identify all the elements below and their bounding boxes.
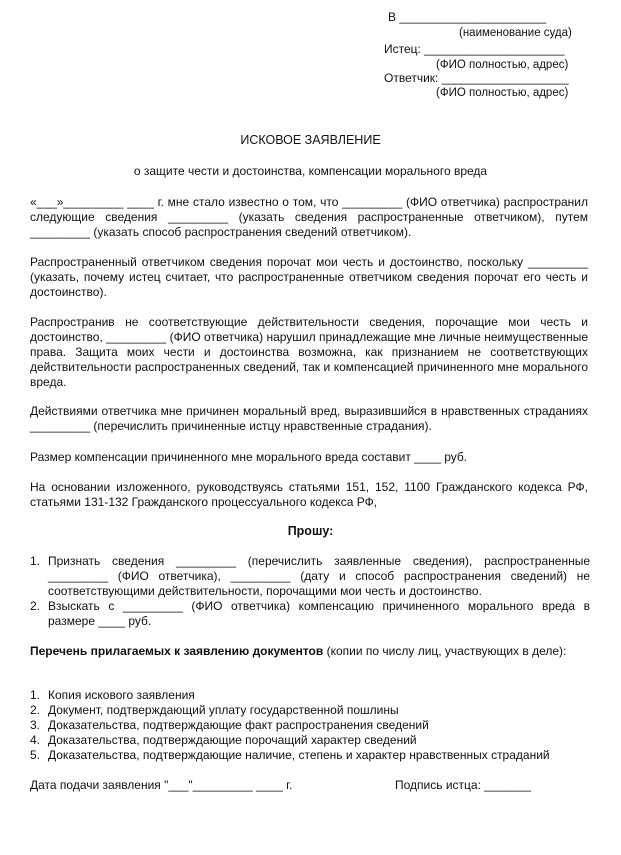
attachment-text: Доказательства, подтверждающие порочащий характер сведений (48, 733, 417, 747)
paragraph-4: Действиями ответчика мне причинен моральный вред, выразившийся в нравственных страданиях _________ (перечислить причиненные истцу нравственные страдания). (30, 404, 588, 433)
signature-line: Подпись истца: _______ (395, 778, 531, 792)
attachment-number: 2. (30, 703, 41, 717)
filing-date: Дата подачи заявления "___"_________ ____ г. (30, 778, 293, 792)
attachment-number: 1. (30, 688, 41, 702)
paragraph-3: Распространив не соответствующие действительности сведения, порочащие мои честь и достоинство, _________ (ФИО ответчика) нарушил принадлежащие мне личные неимущественные права. Защита моих чести и достоинства возможна, как признанием не соответствующих действительности распространенных сведений, так и компенсацией причиненного мне морального вреда. (30, 315, 588, 389)
plaintiff-label: Истец: (384, 42, 421, 56)
paragraph-2: Распространенный ответчиком сведения порочат мои честь и достоинство, поскольку _________ (указать, почему истец считает, что распространенные ответчиком сведения порочат его честь и достоинство). (30, 255, 588, 299)
document-subtitle: о защите чести и достоинства, компенсации морального вреда (133, 164, 488, 178)
request-text: Признать сведения _________ (перечислить заявленные сведения), распространенные _________ (ФИО ответчика), _________ (дату и способ распространения сведений) не соответствующими действительности, порочащими мои честь и достоинство. (48, 554, 590, 598)
attachments-heading-bold: Перечень прилагаемых к заявлению документов (30, 644, 324, 658)
court-line (388, 10, 546, 25)
defendant-line (384, 71, 569, 86)
plaintiff-blank: _____________________ (424, 42, 565, 56)
document-title: ИСКОВОЕ ЗАЯВЛЕНИЕ (240, 133, 381, 147)
court-blank: ______________________ (399, 10, 547, 24)
attachment-text: Доказательства, подтверждающие факт распространения сведений (48, 718, 429, 732)
court-prefix: В (388, 10, 397, 24)
attachment-text: Документ, подтверждающий уплату государственной пошлины (48, 703, 399, 717)
defendant-caption: (ФИО полностью, адрес) (436, 87, 569, 99)
defendant-blank: ___________________ (441, 71, 569, 85)
request-text: Взыскать с _________ (ФИО ответчика) компенсацию причиненного морального вреда в размере ____ руб. (48, 599, 590, 628)
attachment-text: Копия искового заявления (48, 688, 195, 702)
attachments-heading (30, 644, 588, 659)
paragraph-1: «___»_________ ____ г. мне стало известно о том, что _________ (ФИО ответчика) распространил следующие сведения _________ (указать сведения распространенные ответчиком), путем _________ (указать способ распространения сведений ответчиком). (30, 195, 588, 239)
court-caption: (наименование суда) (459, 27, 572, 39)
attachment-text: Доказательства, подтверждающие наличие, степень и характер нравственных страданий (48, 748, 550, 762)
attachment-number: 5. (30, 748, 41, 762)
attachment-number: 3. (30, 718, 41, 732)
plaintiff-line (384, 42, 564, 57)
paragraph-6: На основании изложенного, руководствуясь статьями 151, 152, 1100 Гражданского кодекса РФ, статьями 131-132 Гражданского процессуального кодекса РФ, (30, 480, 588, 509)
request-number: 1. (30, 554, 41, 568)
attachments-heading-rest: (копии по числу лиц, участвующих в деле): (323, 644, 567, 658)
request-heading: Прошу: (287, 524, 334, 538)
attachment-number: 4. (30, 733, 41, 747)
defendant-label: Ответчик: (384, 71, 439, 85)
request-number: 2. (30, 599, 41, 613)
paragraph-5: Размер компенсации причиненного мне морального вреда составит ____ руб. (30, 450, 468, 464)
plaintiff-caption: (ФИО полностью, адрес) (436, 59, 569, 71)
